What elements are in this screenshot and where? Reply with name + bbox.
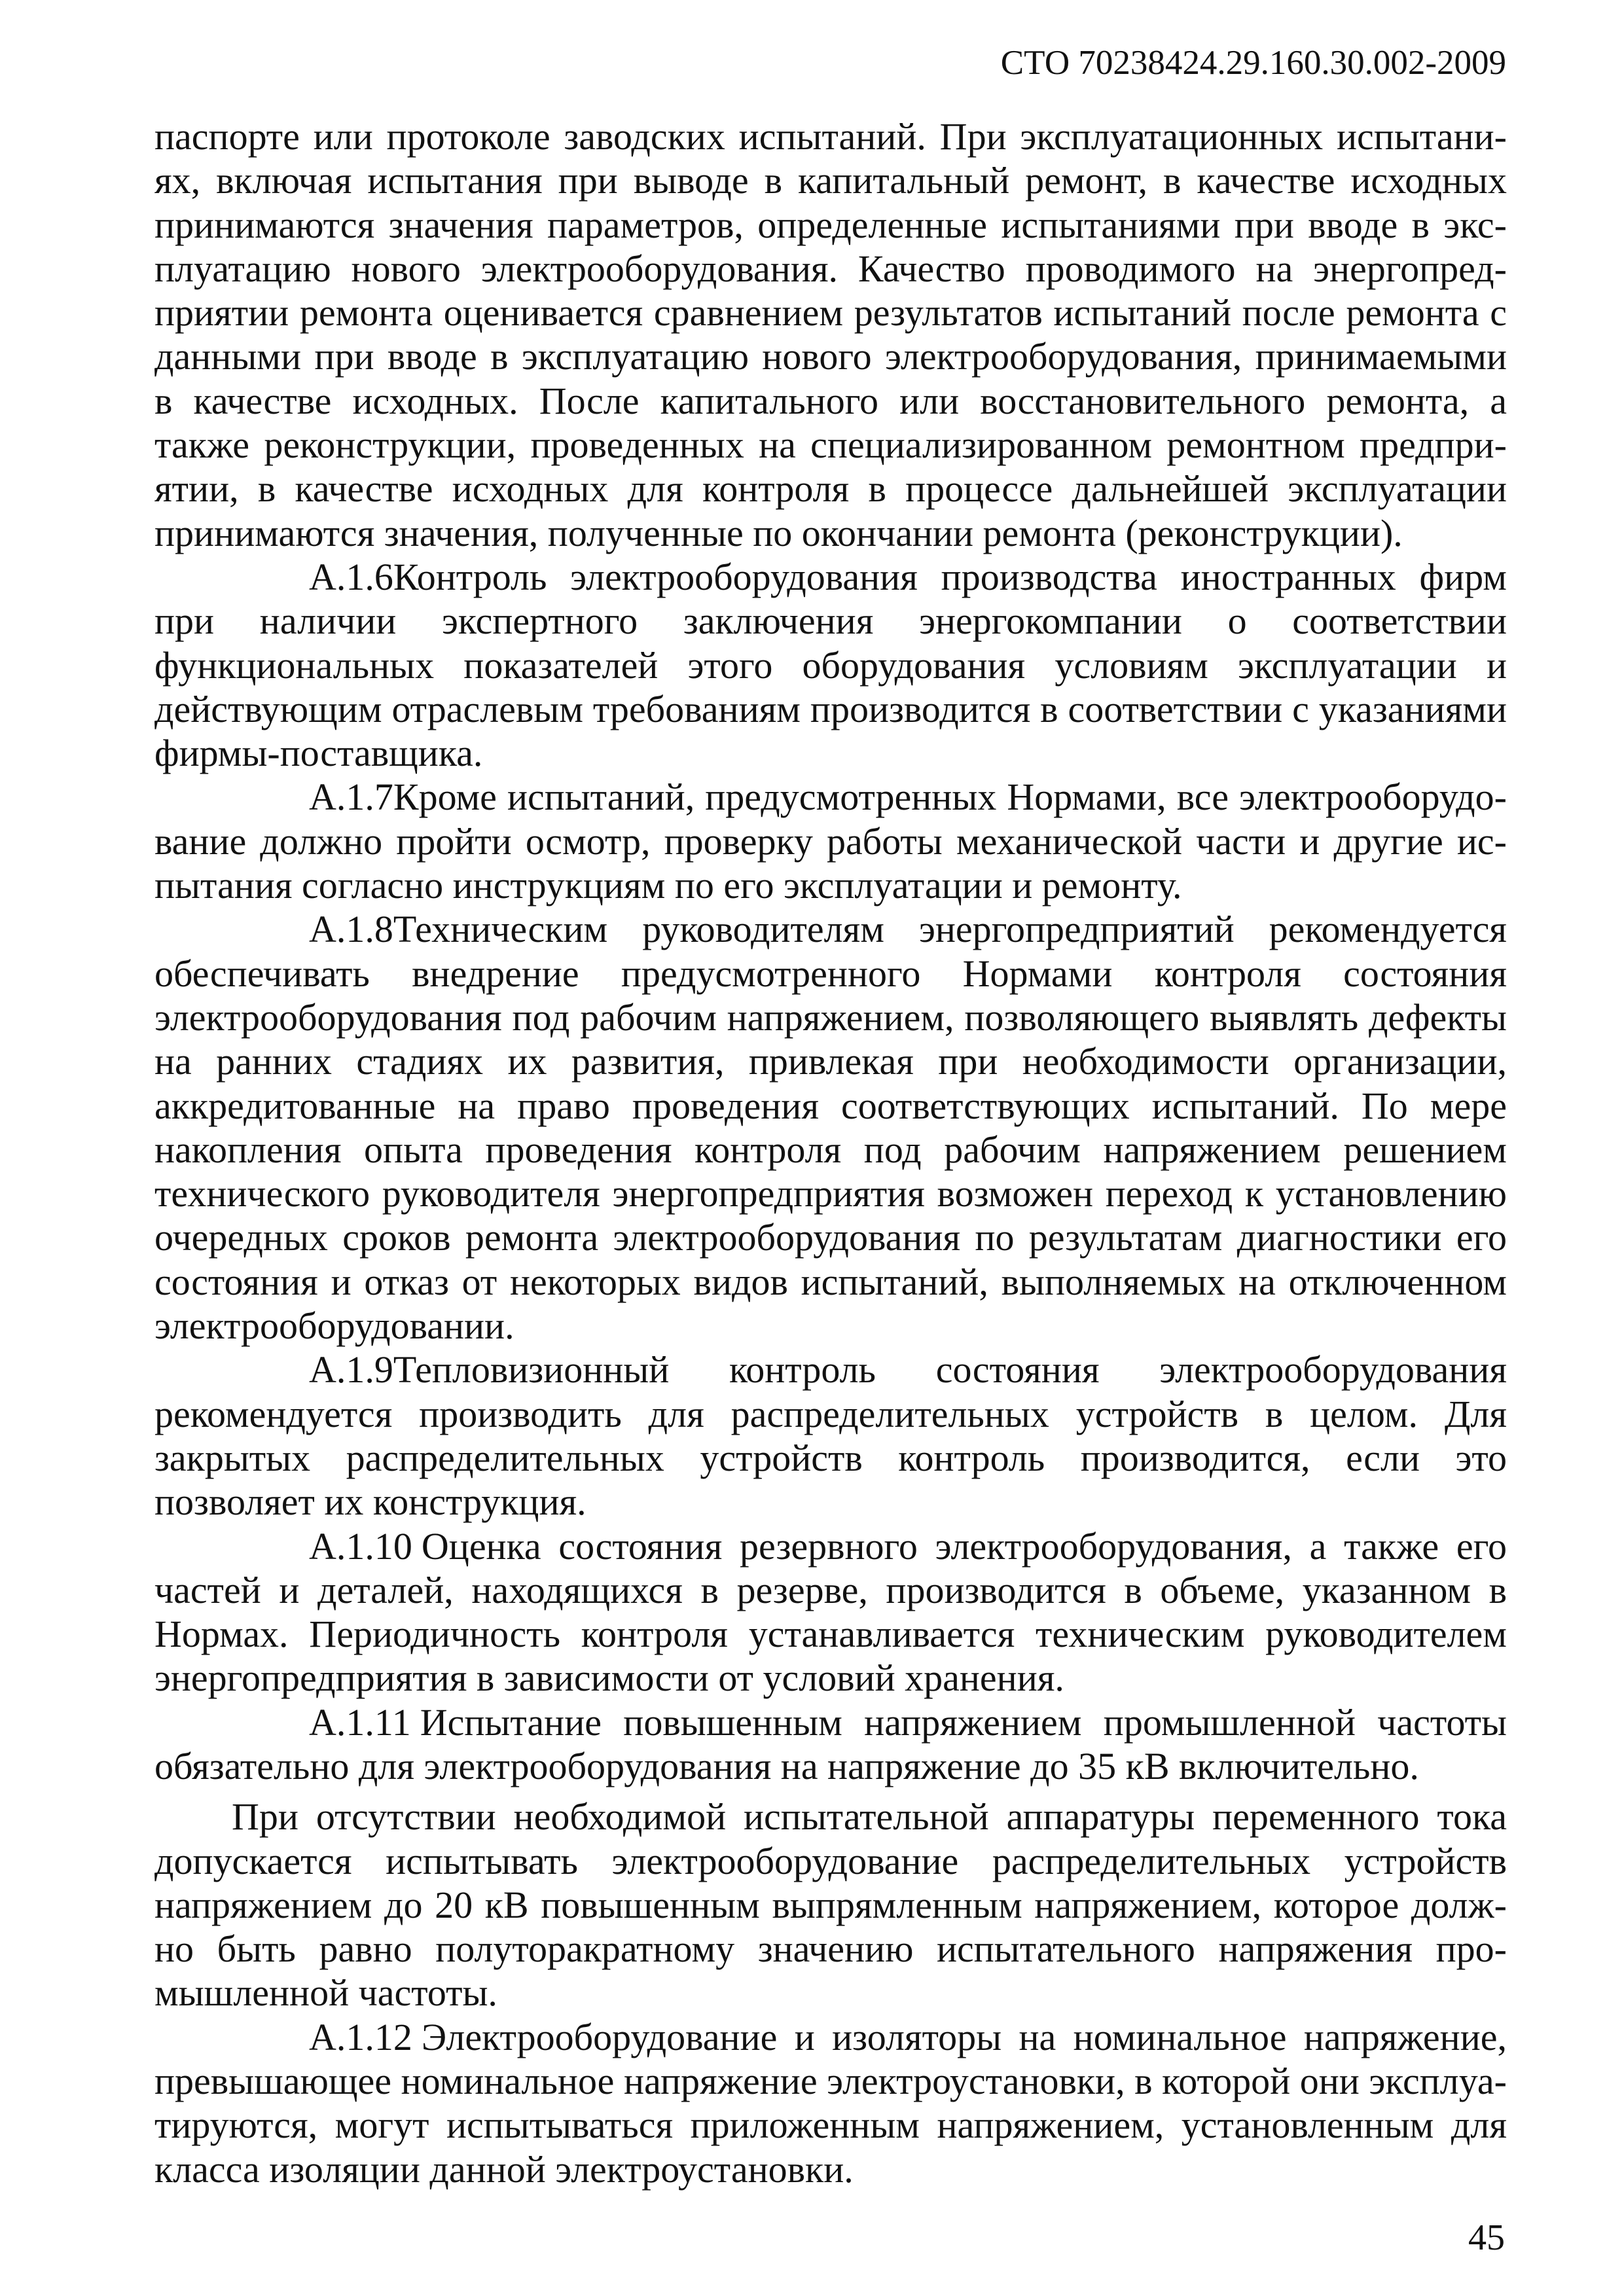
paragraph-text: Оценка состояния резервного электрооборудования, а также его частей и деталей, находящихся в резерве, производится в объеме, указанном в Нормах. Периодичность контроля устанавливается техническим руководителем энергопредприятия в зависимости от условий хранения. — [154, 1524, 1507, 1700]
paragraph-a-1-9 — [154, 1348, 1507, 1524]
document-header-code: СТО 70238424.29.160.30.002-2009 — [1000, 44, 1506, 82]
page-number: 45 — [1468, 2217, 1505, 2258]
paragraph-a-1-11-continuation — [154, 1795, 1507, 2015]
clause-number: А.1.9 — [309, 1348, 393, 1391]
paragraph-a-1-8 — [154, 907, 1507, 1348]
paragraph-text: Техническим руководителям энергопредприятий рекомендуется обеспечивать внедрение предусмотренного Нормами контроля состояния электрооборудования под рабочим напряжением, позволяющего выявлять дефекты на ранних стадиях их развития, привлекая при необходимости организации, аккредитованные на право проведения соответствующих испытаний. По мере накопления опыта проведения контроля под рабочим напряжением решением технического руководителя энергопредприятия возможен переход к установлению очередных сроков ремонта электрооборудования по результатам диагностики его состояния и отказ от некоторых видов испытаний, выполняемых на отключенном электрооборудовании. — [154, 908, 1507, 1348]
paragraph-text: Испытание повышенным напряжением промышленной частоты обязательно для электрооборудования на напряжение до 35 кВ включительно. — [154, 1700, 1507, 1787]
paragraph-text: Кроме испытаний, предусмотренных Нормами, все электрооборудование должно пройти осмотр, проверку работы механической части и другие испытания согласно инструкциям по его эксплуатации и ремонту. — [154, 776, 1507, 907]
clause-number: А.1.11 — [309, 1700, 411, 1744]
document-body — [154, 115, 1507, 2191]
paragraph-text: Тепловизионный контроль состояния электрооборудования рекомендуется производить для распределительных устройств в целом. Для закрытых распределительных устройств контроль производится, если это позволяет их конструкция. — [154, 1348, 1507, 1524]
clause-number: А.1.10 — [309, 1524, 412, 1568]
paragraph-text: Электрооборудование и изоляторы на номинальное напряжение, превышающее номинальное напряжение электроустановки, в которой они эксплуатируются, могут испытываться приложенным напряжением, установленным для класса изоляции данной электроустановки. — [154, 2015, 1507, 2191]
clause-number: А.1.12 — [309, 2015, 412, 2058]
paragraph-continuation — [154, 115, 1507, 555]
paragraph-text: паспорте или протоколе заводских испытаний. При эксплуатационных испытаниях, включая испытания при выводе в капитальный ремонт, в качестве исходных принимаются значения параметров, определенные испытаниями при вводе в эксплуатацию нового электрооборудования. Качество проводимого на энергопредприятии ремонта оценивается сравнением результатов испытаний после ремонта с данными при вводе в эксплуатацию нового электрооборудования, принимаемыми в качестве исходных. После капитального или восстановительного ремонта, а также реконструкции, проведенных на специализированном ремонтном предприятии, в качестве исходных для контроля в процессе дальнейшей эксплуатации принимаются значения, полученные по окончании ремонта (реконструкции). — [154, 115, 1507, 554]
clause-number: А.1.8 — [309, 908, 393, 951]
clause-number: А.1.6 — [309, 555, 393, 598]
paragraph-a-1-6 — [154, 555, 1507, 775]
paragraph-text: При отсутствии необходимой испытательной аппаратуры переменного тока допускается испытывать электрооборудование распределительных устройств напряжением до 20 кВ повышенным выпрямленным напряжением, которое должно быть равно полуторакратному значению испытательного напряжения промышленной частоты. — [154, 1795, 1507, 2015]
paragraph-a-1-7 — [154, 775, 1507, 907]
clause-number: А.1.7 — [309, 776, 393, 819]
paragraph-a-1-11 — [154, 1700, 1507, 1789]
paragraph-text: Контроль электрооборудования производства иностранных фирм при наличии экспертного заключения энергокомпании о соответствии функциональных показателей этого оборудования условиям эксплуатации и действующим отраслевым требованиям производится в соответствии с указаниями фирмы-поставщика. — [154, 555, 1507, 775]
paragraph-a-1-12 — [154, 2015, 1507, 2191]
paragraph-a-1-10 — [154, 1524, 1507, 1700]
